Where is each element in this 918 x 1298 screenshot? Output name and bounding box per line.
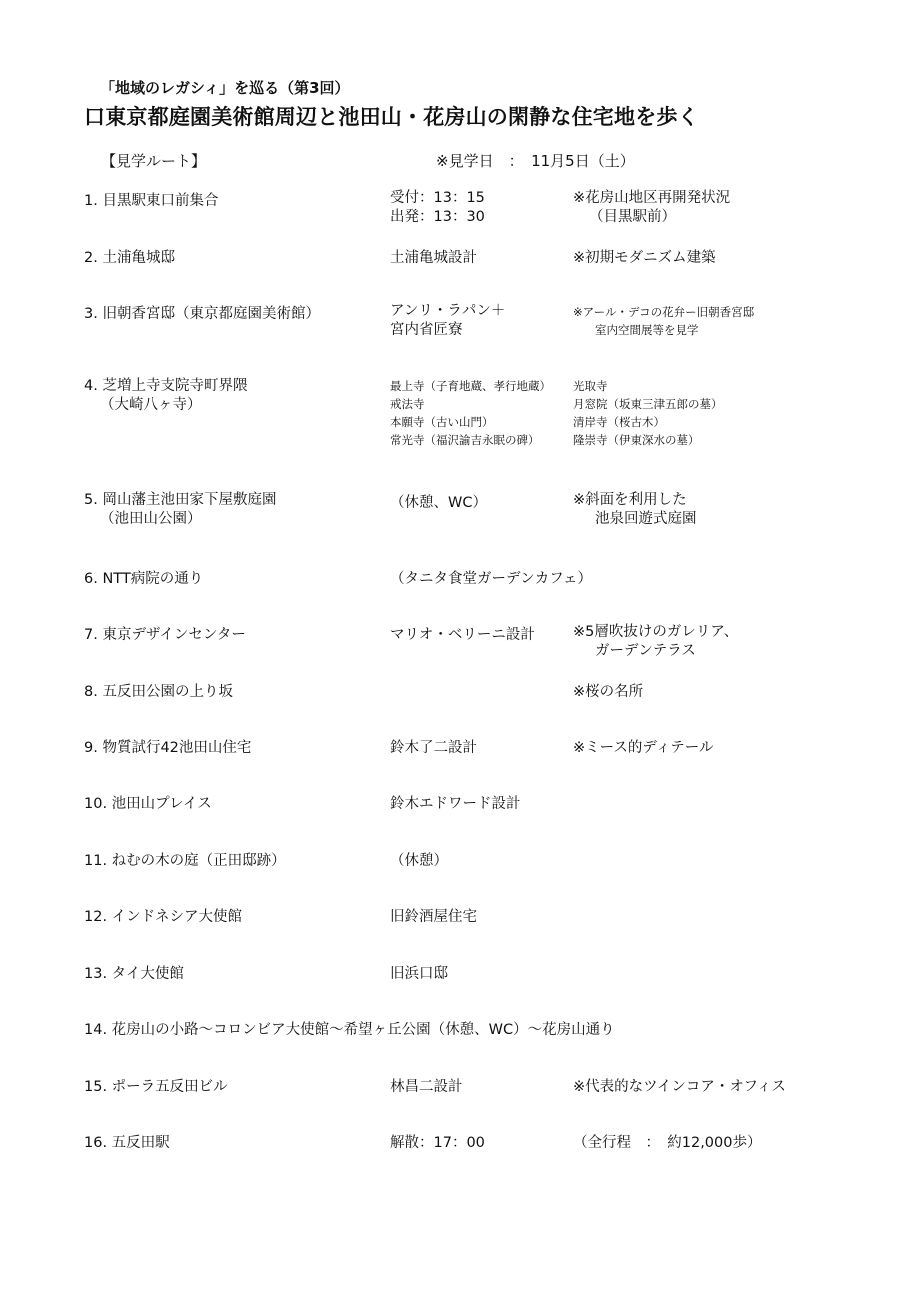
stop-11-name: 11. ねむの木の庭（正田邸跡） [84, 853, 286, 869]
stop-5-name [84, 491, 276, 529]
stop-4-temples-b [573, 377, 723, 449]
stop-4-name-line-1: 4. 芝増上寺支院寺町界隈 [84, 378, 248, 394]
stop-2-name: 2. 土浦亀城邸 [84, 250, 175, 266]
stop-3-note [573, 303, 754, 339]
stop-2-detail: 土浦亀城設計 [390, 250, 477, 266]
stop-12-name: 12. インドネシア大使館 [84, 909, 243, 925]
stop-4-temples-a [390, 377, 551, 449]
stop-9-name: 9. 物質試行42池田山住宅 [84, 740, 252, 756]
stop-16-note: （全行程 ： 約12,000歩） [573, 1135, 762, 1151]
stop-6-detail: （タニタ食堂ガーデンカフェ） [390, 571, 592, 587]
stop-5-note [573, 491, 697, 529]
temple-item: 本願寺（古い山門） [390, 415, 494, 429]
stop-7-note [573, 623, 738, 661]
stop-10-detail: 鈴木エドワード設計 [390, 796, 521, 812]
stop-5-name-line-2: （池田山公園） [100, 511, 202, 527]
stop-16-detail: 解散：17：00 [390, 1135, 485, 1151]
page-title: 口東京都庭園美術館周辺と池田山・花房山の閑静な住宅地を歩く [84, 105, 699, 129]
stop-14-name: 14. 花房山の小路～コロンビア大使館～希望ヶ丘公園（休憩、WC）～花房山通り [84, 1022, 615, 1038]
stop-3-note-line-2: 室内空間展等を見学 [595, 323, 699, 337]
temple-item: 戒法寺 [390, 397, 425, 411]
stop-5-name-line-1: 5. 岡山藩主池田家下屋敷庭園 [84, 492, 277, 508]
stop-1-name: 1. 目黒駅東口前集合 [84, 193, 219, 209]
stop-5-note-line-2: 池泉回遊式庭園 [595, 511, 697, 527]
stop-3-detail [390, 302, 505, 340]
stop-1-reception: 受付：13：15 [390, 190, 485, 206]
stop-6-name: 6. NTT病院の通り [84, 571, 204, 587]
stop-13-name: 13. タイ大使館 [84, 966, 184, 982]
stop-7-name: 7. 東京デザインセンター [84, 627, 246, 643]
tour-date: ※見学日 ： 11月5日（土） [436, 152, 635, 170]
event-subtitle: 「地域のレガシィ」を巡る（第3回） [100, 79, 350, 97]
stop-5-note-line-1: ※斜面を利用した [573, 492, 687, 508]
stop-3-name: 3. 旧朝香宮邸（東京都庭園美術館） [84, 306, 320, 322]
stop-12-detail: 旧鈴酒屋住宅 [390, 909, 477, 925]
stop-3-note-line-1: ※アール・デコの花弁ー旧朝香宮邸 [573, 305, 755, 319]
temple-item: 月窓院（坂東三津五郎の墓） [573, 397, 723, 411]
stop-4-name [84, 377, 247, 415]
stop-10-name: 10. 池田山プレイス [84, 796, 212, 812]
stop-16-name: 16. 五反田駅 [84, 1135, 170, 1151]
stop-8-note: ※桜の名所 [573, 684, 644, 700]
stop-13-detail: 旧浜口邸 [390, 966, 448, 982]
stop-11-detail: （休憩） [390, 853, 448, 869]
stop-7-detail: マリオ・ベリーニ設計 [390, 627, 535, 643]
temple-item: 常光寺（福沢諭吉永眠の碑） [390, 433, 540, 447]
stop-8-name: 8. 五反田公園の上り坂 [84, 684, 233, 700]
stop-1-note-line-1: ※花房山地区再開発状況 [573, 190, 731, 206]
stop-1-note [573, 189, 730, 227]
stop-9-detail: 鈴木了二設計 [390, 740, 477, 756]
stop-1-departure: 出発：13：30 [390, 209, 485, 225]
stop-7-note-line-1: ※5層吹抜けのガレリア、 [573, 624, 739, 640]
stop-15-detail: 林昌二設計 [390, 1079, 463, 1095]
stop-3-detail-line-2: 宮内省匠寮 [390, 322, 463, 338]
stop-3-detail-line-1: アンリ・ラパン＋ [390, 303, 506, 319]
temple-item: 光取寺 [573, 379, 608, 393]
temple-item: 清岸寺（桜古木） [573, 415, 665, 429]
stop-15-name: 15. ポーラ五反田ビル [84, 1079, 228, 1095]
stop-4-name-line-2: （大崎八ヶ寺） [100, 397, 202, 413]
stop-15-note: ※代表的なツインコア・オフィス [573, 1079, 786, 1095]
stop-5-detail: （休憩、WC） [390, 495, 487, 511]
route-heading: 【見学ルート】 [101, 152, 207, 170]
stop-1-detail [390, 189, 485, 227]
stop-1-note-line-2: （目黒駅前） [589, 209, 676, 225]
stop-2-note: ※初期モダニズム建築 [573, 250, 716, 266]
temple-item: 隆崇寺（伊東深水の墓） [573, 433, 700, 447]
stop-9-note: ※ミース的ディテール [573, 740, 714, 756]
stop-7-note-line-2: ガーデンテラス [595, 643, 696, 659]
temple-item: 最上寺（子育地蔵、孝行地蔵） [390, 379, 551, 393]
